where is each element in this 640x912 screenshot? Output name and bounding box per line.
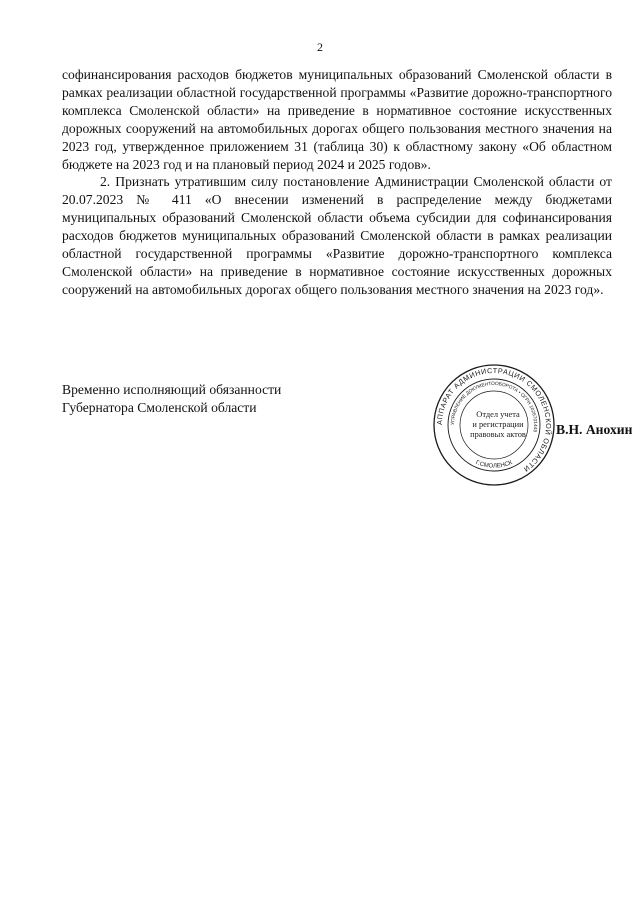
stamp-outer-text: АППАРАТ АДМИНИСТРАЦИИ СМОЛЕНСКОЙ ОБЛАСТИ	[434, 365, 554, 475]
paragraph-item-2: 2. Признать утратившим силу постановление Администрации Смоленской области от 20.07.2023 № 411 «О внесении изменений в распределение между бюджетами муниципальных образований Смоленской области объема субсидии для софинансирования расходов бюджетов муниципальных образований Смоленской области в рамках реализации областной государственной программы «Развитие дорожно-транспортного комплекса Смоленской области» на приведение в нормативное состояние искусственных дорожных сооружений на автомобильных дорогах общего пользования местного значения на 2023 год».	[62, 174, 612, 297]
page-number: 2	[317, 40, 323, 54]
signature-block	[62, 381, 281, 417]
document-body	[62, 66, 612, 299]
paragraph-continuation: софинансирования расходов бюджетов муниципальных образований Смоленской области в рамках реализации областной государственной программы «Развитие дорожно-транспортного комплекса Смоленской области» на приведение в нормативное состояние искусственных дорожных сооружений на автомобильных дорогах общего пользования местного значения на 2023 год, утвержденное приложением 31 (таблица 30) к областному закону «Об областном бюджете на 2023 год и на плановый период 2024 и 2025 годов».	[62, 67, 612, 172]
svg-text:Г.СМОЛЕНСК	[475, 460, 514, 470]
stamp-city-text: Г.СМОЛЕНСК	[474, 459, 514, 470]
stamp-center-line-2: и регистрации	[472, 420, 524, 429]
stamp-center-line-3: правовых актов	[470, 430, 526, 439]
signer-position-line-1: Временно исполняющий обязанности	[62, 382, 282, 397]
stamp-inner-text: УПРАВЛЕНИЕ ДОКУМЕНТООБОРОТА • ОГРН 1026701449	[450, 381, 538, 433]
stamp-center-line-1: Отдел учета	[476, 410, 520, 419]
registration-stamp	[432, 363, 556, 487]
signer-name: В.Н. Анохин	[556, 422, 633, 437]
signer-position-line-2: Губернатора Смоленской области	[62, 399, 257, 415]
